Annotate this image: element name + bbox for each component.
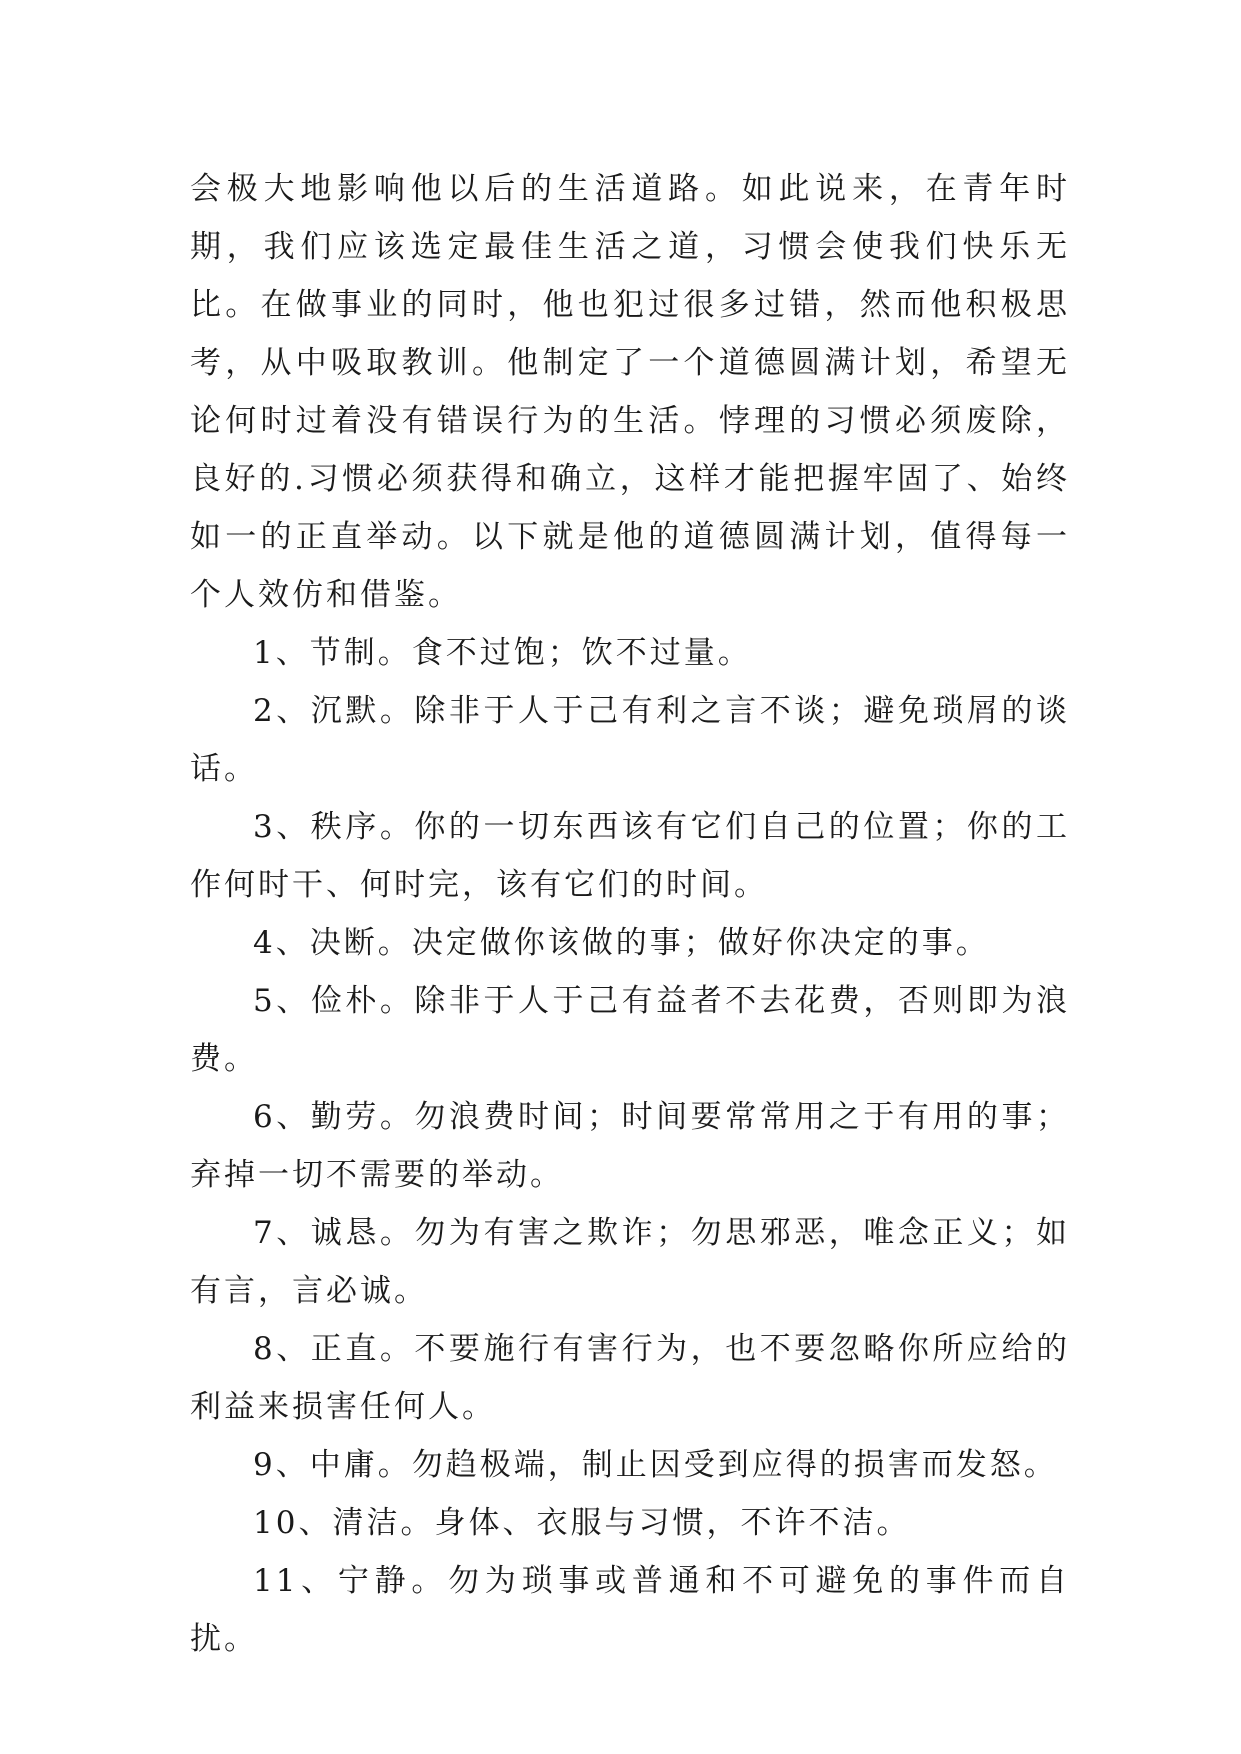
list-item: 3、秩序。你的一切东西该有它们自己的位置；你的工作何时干、何时完，该有它们的时间。	[190, 809, 1070, 903]
list-item: 2、沉默。除非于人于己有利之言不谈；避免琐屑的谈话。	[190, 693, 1070, 787]
list-item: 1、节制。食不过饱；饮不过量。	[253, 635, 752, 671]
intro-paragraph: 会极大地影响他以后的生活道路。如此说来，在青年时期，我们应该选定最佳生活之道，习惯会使我们快乐无比。在做事业的同时，他也犯过很多过错，然而他积极思考，从中吸取教训。他制定了一个道德圆满计划，希望无论何时过着没有错误行为的生活。悖理的习惯必须废除，良好的.习惯必须获得和确立，这样才能把握牢固了、始终如一的正直举动。以下就是他的道德圆满计划，值得每一个人效仿和借鉴。	[190, 171, 1070, 613]
list-item: 9、中庸。勿趋极端，制止因受到应得的损害而发怒。	[253, 1447, 1058, 1483]
list-item: 11、宁静。勿为琐事或普通和不可避免的事件而自扰。	[190, 1563, 1070, 1657]
list-item: 7、诚恳。勿为有害之欺诈；勿思邪恶，唯念正义；如有言，言必诚。	[190, 1215, 1070, 1309]
list-item: 4、决断。决定做你该做的事；做好你决定的事。	[253, 925, 990, 961]
list-item: 6、勤劳。勿浪费时间；时间要常常用之于有用的事；弃掉一切不需要的举动。	[190, 1099, 1070, 1193]
list-item: 10、清洁。身体、衣服与习惯，不许不洁。	[253, 1505, 911, 1541]
list-item: 5、俭朴。除非于人于己有益者不去花费，否则即为浪费。	[190, 983, 1070, 1077]
list-item: 8、正直。不要施行有害行为，也不要忽略你所应给的利益来损害任何人。	[190, 1331, 1070, 1425]
document-body	[190, 160, 1070, 1668]
